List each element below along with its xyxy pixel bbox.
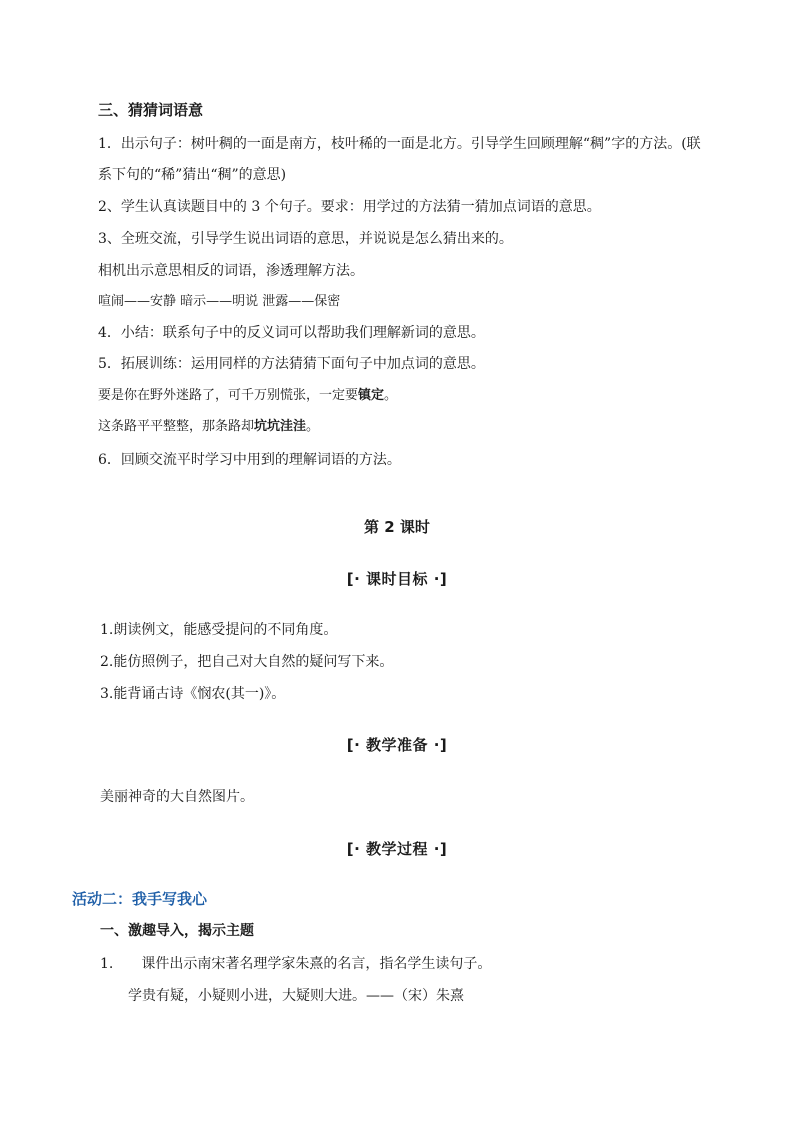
- lesson-title: 第 2 课时: [364, 518, 430, 536]
- goals-heading: [· 课时目标 ·]: [346, 570, 448, 588]
- example-sentence-1: [98, 386, 397, 406]
- paragraph-item-6: 6．回顾交流平时学习中用到的理解词语的方法。: [98, 452, 401, 468]
- activity-title: 活动二：我手写我心: [72, 890, 208, 908]
- example-2-text: 这条路平平整整，那条路却: [98, 419, 255, 434]
- example-2-keyword: 坑坑洼洼: [254, 419, 307, 434]
- paragraph-note: 相机出示意思相反的词语，渗透理解方法。: [98, 263, 364, 279]
- paragraph-item-3: 3、全班交流，引导学生说出词语的意思，并说说是怎么猜出来的。: [98, 231, 513, 247]
- example-1-end: 。: [384, 388, 398, 403]
- example-1-keyword: 镇定: [358, 388, 385, 403]
- goal-item-3: 3.能背诵古诗《悯农(其一)》。: [100, 686, 286, 702]
- section-title: 三、猜猜词语意: [98, 101, 204, 119]
- quote-text: 学贵有疑，小疑则小进，大疑则大进。——（宋）朱熹: [128, 988, 464, 1004]
- activity-step-1: 1. 课件出示南宋著名理学家朱熹的名言，指名学生读句子。: [100, 956, 492, 972]
- example-2-end: 。: [306, 419, 320, 434]
- antonym-list: 喧闹——安静 暗示——明说 泄露——保密: [98, 294, 341, 309]
- paragraph-item-4: 4．小结：联系句子中的反义词可以帮助我们理解新词的意思。: [98, 325, 485, 341]
- paragraph-item-2: 2、学生认真读题目中的 3 个句子。要求：用学过的方法猜一猜加点词语的意思。: [98, 199, 601, 215]
- paragraph-item-5: 5．拓展训练：运用同样的方法猜猜下面句子中加点词的意思。: [98, 356, 485, 372]
- goal-item-2: 2.能仿照例子，把自己对大自然的疑问写下来。: [100, 654, 394, 670]
- process-heading: [· 教学过程 ·]: [346, 840, 448, 858]
- example-1-text: 要是你在野外迷路了，可千万别慌张，一定要: [98, 388, 359, 403]
- example-sentence-2: [98, 417, 319, 437]
- paragraph-item-1b: 系下句的“稀”猜出“稠”的意思): [98, 167, 287, 183]
- prep-heading: [· 教学准备 ·]: [346, 736, 448, 754]
- activity-subheading: 一、激趣导入，揭示主题: [100, 923, 254, 939]
- paragraph-item-1a: 1．出示句子：树叶稠的一面是南方，枝叶稀的一面是北方。引导学生回顾理解“稠”字的方法。(联: [98, 136, 701, 152]
- goal-item-1: 1.朗读例文，能感受提问的不同角度。: [100, 622, 338, 638]
- prep-text: 美丽神奇的大自然图片。: [100, 789, 254, 805]
